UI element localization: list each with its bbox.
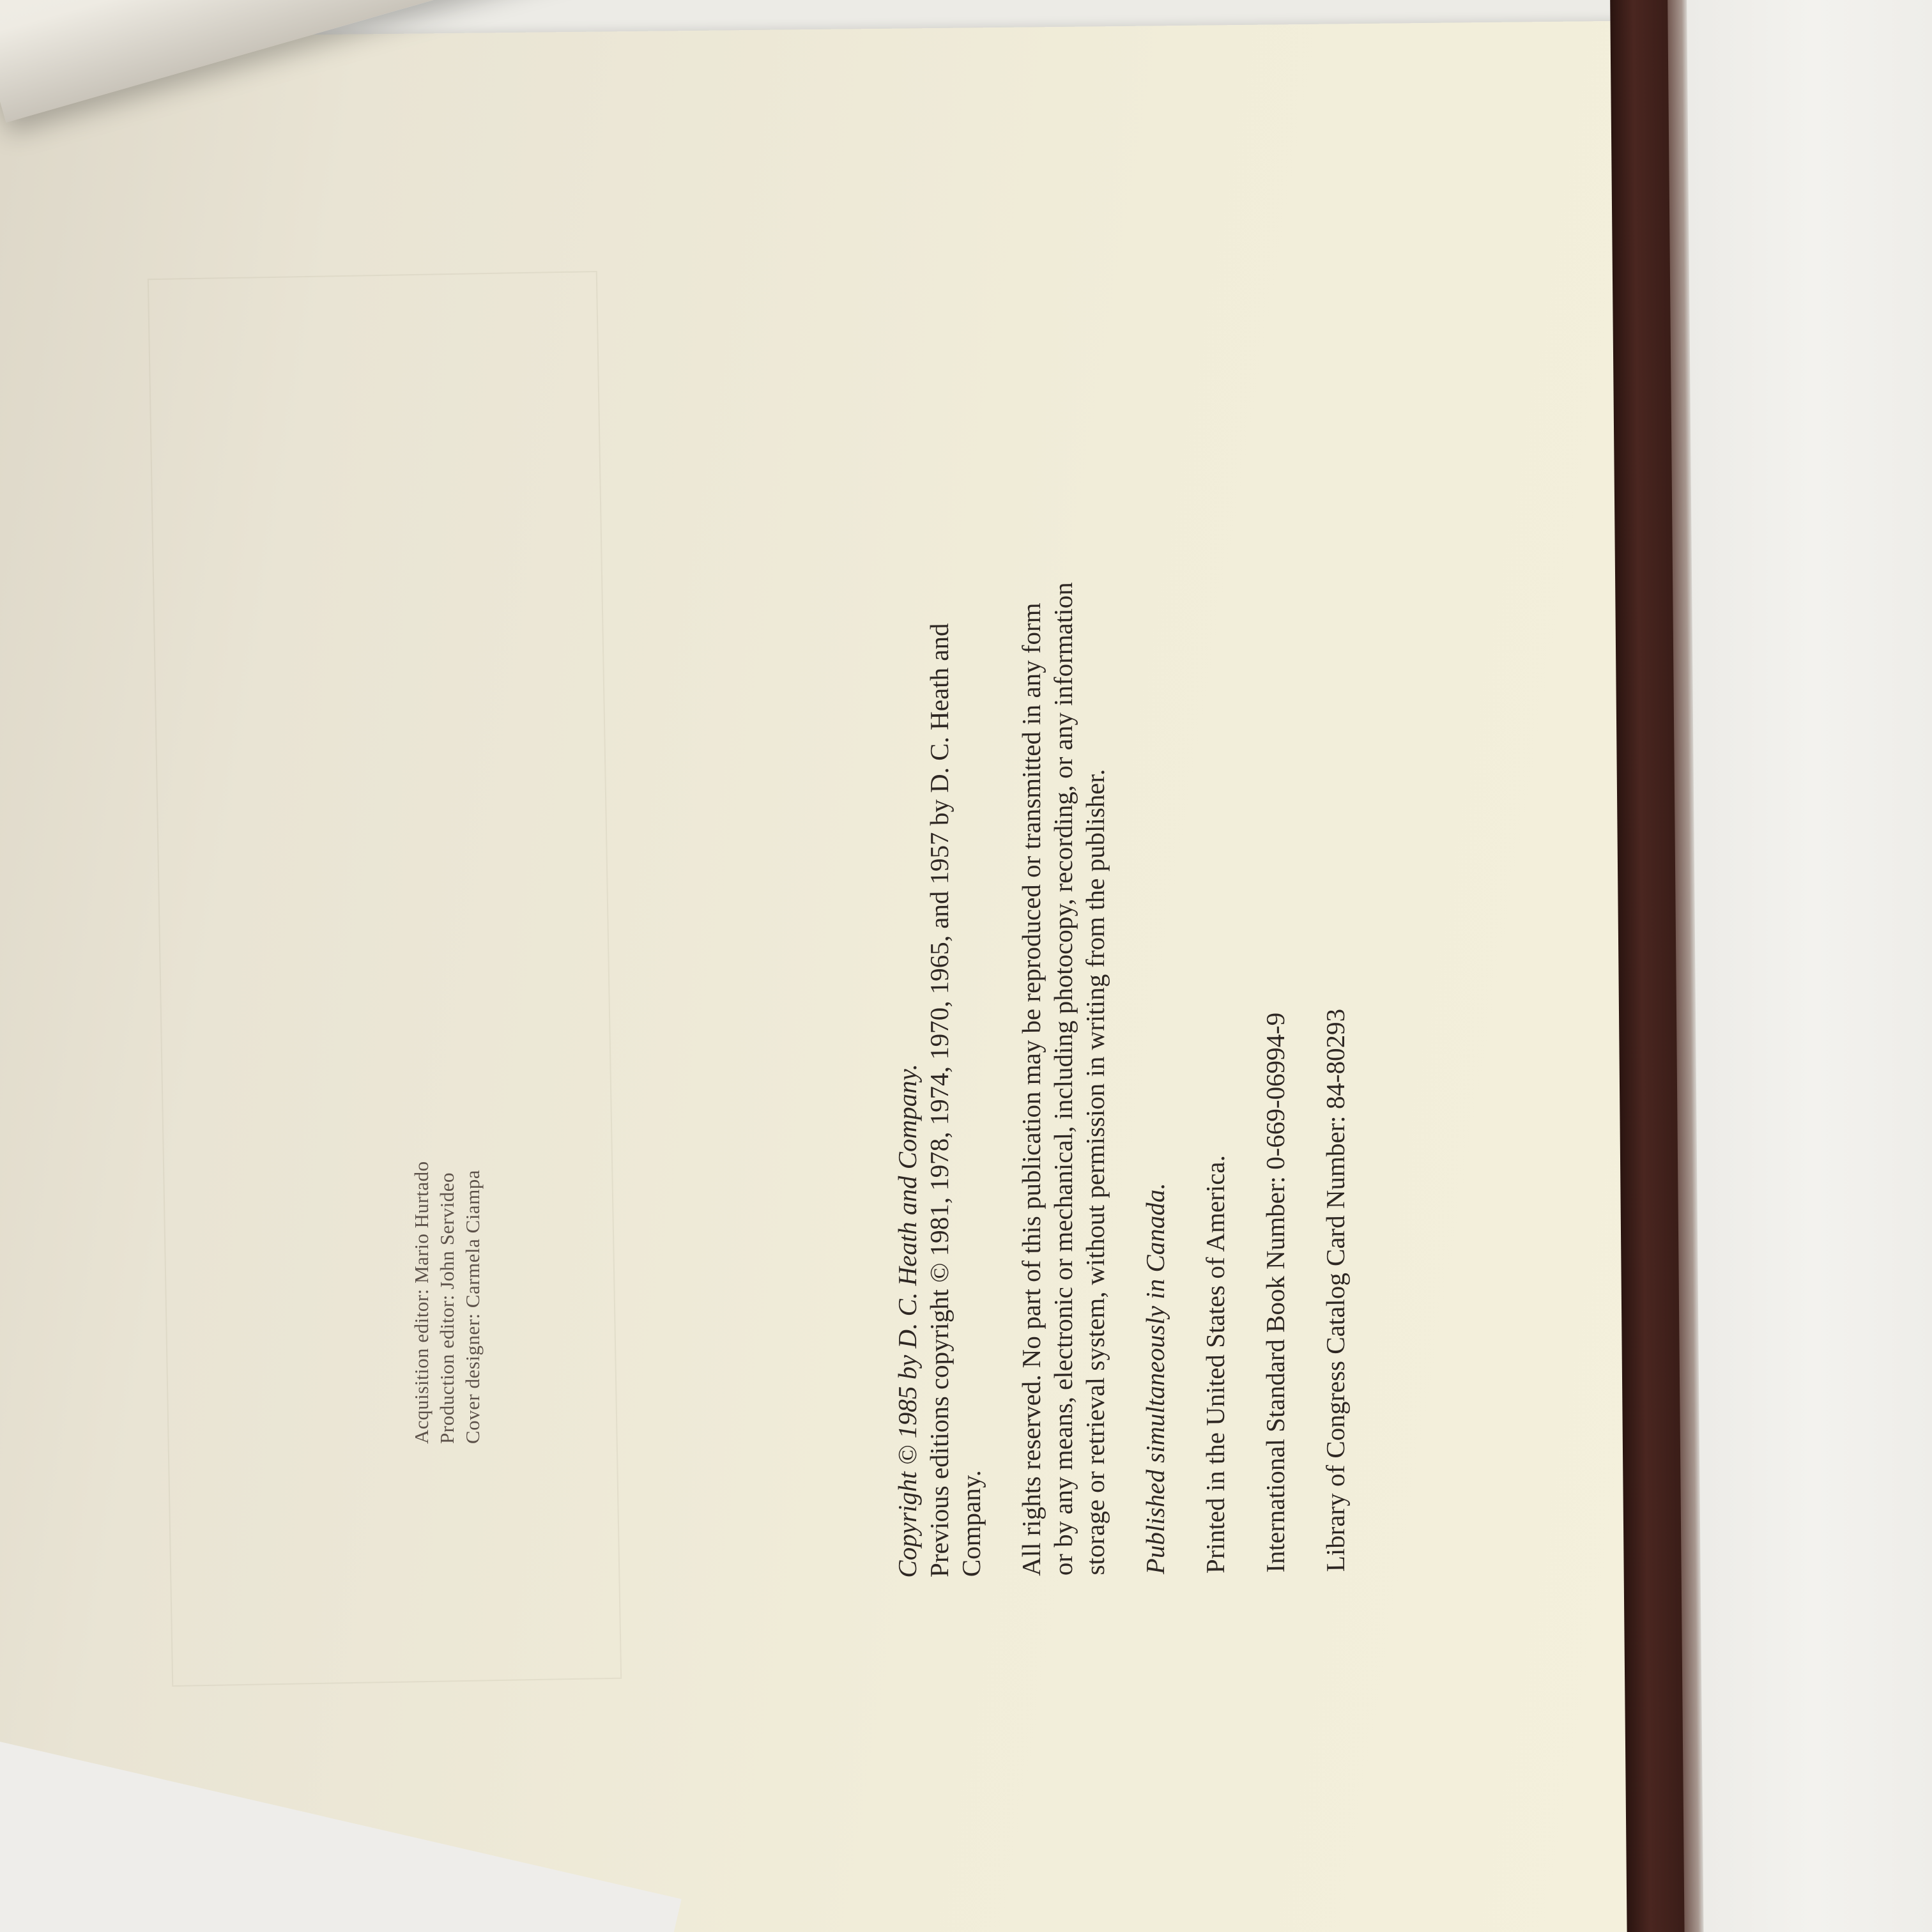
copyright-line: Copyright © 1985 by D. C. Heath and Company. <box>893 1063 922 1578</box>
previous-editions-line1: Previous editions copyright © 1981, 1978, 1974, 1970, 1965, and 1957 by D. C. Heath and <box>924 623 954 1578</box>
isbn: International Standard Book Number: 0-669-06994-9 <box>1261 1012 1290 1573</box>
acquisition-editor: Acquisition editor: Mario Hurtado <box>410 1161 433 1444</box>
rights-line3: storage or retrieval system, without permission in writing from the publisher. <box>1080 769 1110 1575</box>
cover-designer: Cover designer: Carmela Ciampa <box>461 1169 484 1444</box>
previous-editions-line2: Company. <box>956 1469 986 1577</box>
lccn: Library of Congress Catalog Card Number: 84-80293 <box>1321 1008 1350 1572</box>
copyright-paragraph <box>891 583 987 1578</box>
bleed-through-box <box>148 271 622 1687</box>
rights-paragraph <box>1015 581 1111 1576</box>
rights-line2: or by any means, electronic or mechanical, including photocopy, recording, or any information <box>1048 582 1078 1576</box>
production-editor: Production editor: John Servideo <box>436 1172 458 1444</box>
credits-block <box>409 1161 486 1444</box>
copyright-block <box>891 578 1379 1578</box>
rights-line1: All rights reserved. No part of this publication may be reproduced or transmitted in any form <box>1016 602 1046 1577</box>
published-canada: Published simultaneously in Canada. <box>1140 1183 1170 1575</box>
printed-usa: Printed in the United States of America. <box>1200 1154 1230 1574</box>
